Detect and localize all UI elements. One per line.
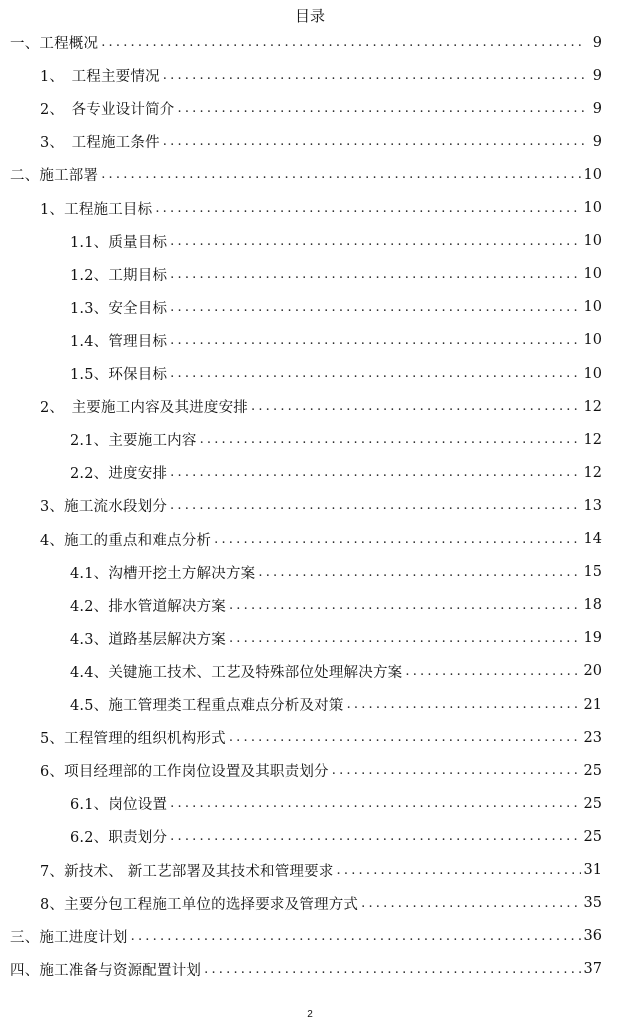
toc-entry-label: 7、新技术、 新工艺部署及其技术和管理要求 [40, 863, 334, 880]
toc-entry-page: 20 [583, 663, 602, 680]
toc-entry-label: 四、施工准备与资源配置计划 [10, 962, 202, 979]
toc-entry[interactable] [0, 589, 602, 622]
toc-entry-label: 4.3、道路基层解决方案 [70, 631, 226, 648]
toc-entry-page: 25 [583, 828, 602, 845]
toc-entry[interactable] [0, 390, 602, 423]
toc-entry[interactable] [0, 854, 602, 887]
toc-entry-page: 36 [583, 928, 602, 945]
toc-entry-page: 12 [583, 431, 602, 448]
toc-entry[interactable] [0, 26, 602, 59]
toc-dot-leader [170, 465, 580, 480]
toc-dot-leader [101, 35, 585, 50]
toc-entry-label: 1.3、安全目标 [70, 300, 168, 317]
toc-entry[interactable] [0, 125, 602, 158]
toc-entry-page: 21 [583, 696, 602, 713]
toc-entry-page: 18 [583, 597, 602, 614]
toc-entry-label: 4.4、关键施工技术、工艺及特殊部位处理解决方案 [70, 664, 403, 681]
toc-entry[interactable] [0, 953, 602, 986]
toc-entry[interactable] [0, 622, 602, 655]
page-number: 2 [307, 1009, 313, 1020]
toc-entry-label: 5、工程管理的组织机构形式 [40, 731, 226, 748]
toc-dot-leader [170, 796, 580, 811]
toc-entry[interactable] [0, 324, 602, 357]
toc-dot-leader [361, 896, 580, 911]
toc-entry-label: 3、施工流水段划分 [40, 499, 168, 516]
toc-entry[interactable] [0, 158, 602, 191]
toc-entry[interactable] [0, 655, 602, 688]
toc-entry-label: 6.1、岗位设置 [70, 797, 168, 814]
toc-dot-leader [170, 267, 580, 282]
toc-dot-leader [101, 167, 580, 182]
toc-dot-leader [177, 101, 585, 116]
toc-dot-leader [229, 730, 581, 745]
toc-dot-leader [251, 399, 581, 414]
toc-entry-page: 37 [583, 961, 602, 978]
toc-entry-page: 9 [592, 67, 602, 84]
toc-dot-leader [200, 432, 581, 447]
toc-dot-leader [405, 664, 580, 679]
toc-entry-page: 10 [583, 266, 602, 283]
toc-dot-leader [170, 498, 581, 513]
toc-dot-leader [229, 598, 581, 613]
toc-entry[interactable] [0, 92, 602, 125]
toc-entry[interactable] [0, 754, 602, 787]
toc-entry-label: 1.1、质量目标 [70, 234, 168, 251]
toc-entry-label: 1.5、环保目标 [70, 367, 168, 383]
toc-entry-page: 10 [583, 299, 602, 316]
toc-entry-label: 2.1、主要施工内容 [70, 433, 197, 450]
toc-entry[interactable] [0, 688, 602, 721]
toc-entry-page: 9 [592, 100, 602, 117]
toc-entry-label: 1、 工程主要情况 [40, 69, 160, 86]
toc-dot-leader [337, 863, 581, 878]
toc-dot-leader [347, 697, 581, 712]
toc-entry[interactable] [0, 787, 602, 820]
toc-entry-page: 10 [583, 166, 602, 183]
toc-entry-label: 8、主要分包工程施工单位的选择要求及管理方式 [40, 896, 359, 913]
toc-entry[interactable] [0, 423, 602, 456]
toc-entry[interactable] [0, 887, 602, 920]
toc-entry-page: 25 [583, 795, 602, 812]
toc-entry-page: 10 [583, 332, 602, 349]
toc-entry-label: 4.1、沟槽开挖土方解决方案 [70, 565, 256, 582]
toc-entry[interactable] [0, 920, 602, 953]
toc-entry-page: 12 [583, 398, 602, 415]
toc-entry[interactable] [0, 291, 602, 324]
toc-entry-label: 2.2、进度安排 [70, 466, 168, 483]
toc-entry[interactable] [0, 556, 602, 589]
toc-entry[interactable] [0, 192, 602, 225]
toc-entry-page: 31 [583, 862, 602, 878]
toc-dot-leader [214, 532, 580, 547]
toc-entry-label: 6、项目经理部的工作岗位设置及其职责划分 [40, 764, 329, 781]
toc-entry-page: 10 [583, 200, 602, 216]
toc-entry-label: 1.4、管理目标 [70, 333, 168, 350]
toc-dot-leader [170, 366, 580, 381]
toc-dot-leader [170, 300, 580, 315]
toc-entry[interactable] [0, 456, 602, 489]
toc-entry-page: 10 [583, 365, 602, 382]
toc-entry-page: 9 [592, 34, 602, 51]
toc-dot-leader [170, 333, 580, 348]
toc-dot-leader [229, 631, 581, 646]
toc-entry-page: 10 [583, 233, 602, 250]
toc-entry-label: 6.2、职责划分 [70, 830, 168, 847]
toc-title: 目录 [294, 7, 325, 25]
toc-entry-label: 4.2、排水管道解决方案 [70, 598, 226, 615]
toc-entry-label: 4、施工的重点和难点分析 [40, 532, 212, 549]
toc-entry-label: 2、 各专业设计简介 [40, 102, 175, 119]
toc-dot-leader [131, 929, 581, 944]
toc-entry-page: 9 [592, 133, 602, 150]
toc-dot-leader [163, 68, 585, 83]
toc-entry-page: 35 [583, 895, 602, 912]
toc-entry-label: 4.5、施工管理类工程重点难点分析及对策 [70, 698, 344, 714]
toc-entry[interactable] [0, 357, 602, 390]
toc-entry-page: 25 [583, 762, 602, 779]
toc-dot-leader [258, 565, 580, 580]
toc-entry-page: 19 [583, 630, 602, 647]
toc-entry[interactable] [0, 258, 602, 291]
toc-dot-leader [155, 201, 580, 216]
toc-entry-page: 23 [583, 729, 602, 746]
toc-entry[interactable] [0, 225, 602, 258]
toc-dot-leader [204, 962, 580, 977]
toc-dot-leader [332, 763, 581, 778]
toc-entry[interactable] [0, 523, 602, 556]
toc-entry-label: 一、工程概况 [10, 36, 99, 52]
toc-entry-label: 二、施工部署 [10, 168, 99, 185]
toc-entry-label: 1.2、工期目标 [70, 267, 168, 284]
toc-entry-page: 14 [583, 531, 602, 547]
toc-entry-page: 13 [583, 497, 602, 514]
toc-entry-label: 2、 主要施工内容及其进度安排 [40, 400, 248, 417]
toc-entry-label: 1、工程施工目标 [40, 201, 153, 218]
toc-entry[interactable] [0, 721, 602, 754]
toc-dot-leader [163, 134, 585, 149]
toc-dot-leader [170, 829, 580, 844]
toc-entry-page: 15 [583, 564, 602, 581]
toc-entry-page: 12 [583, 464, 602, 481]
toc-entry[interactable] [0, 489, 602, 522]
toc-entry-label: 3、 工程施工条件 [40, 135, 160, 152]
toc-entry[interactable] [0, 59, 602, 92]
toc-dot-leader [170, 234, 580, 249]
toc-entry[interactable] [0, 820, 602, 853]
toc-entry-label: 三、施工进度计划 [10, 929, 128, 946]
